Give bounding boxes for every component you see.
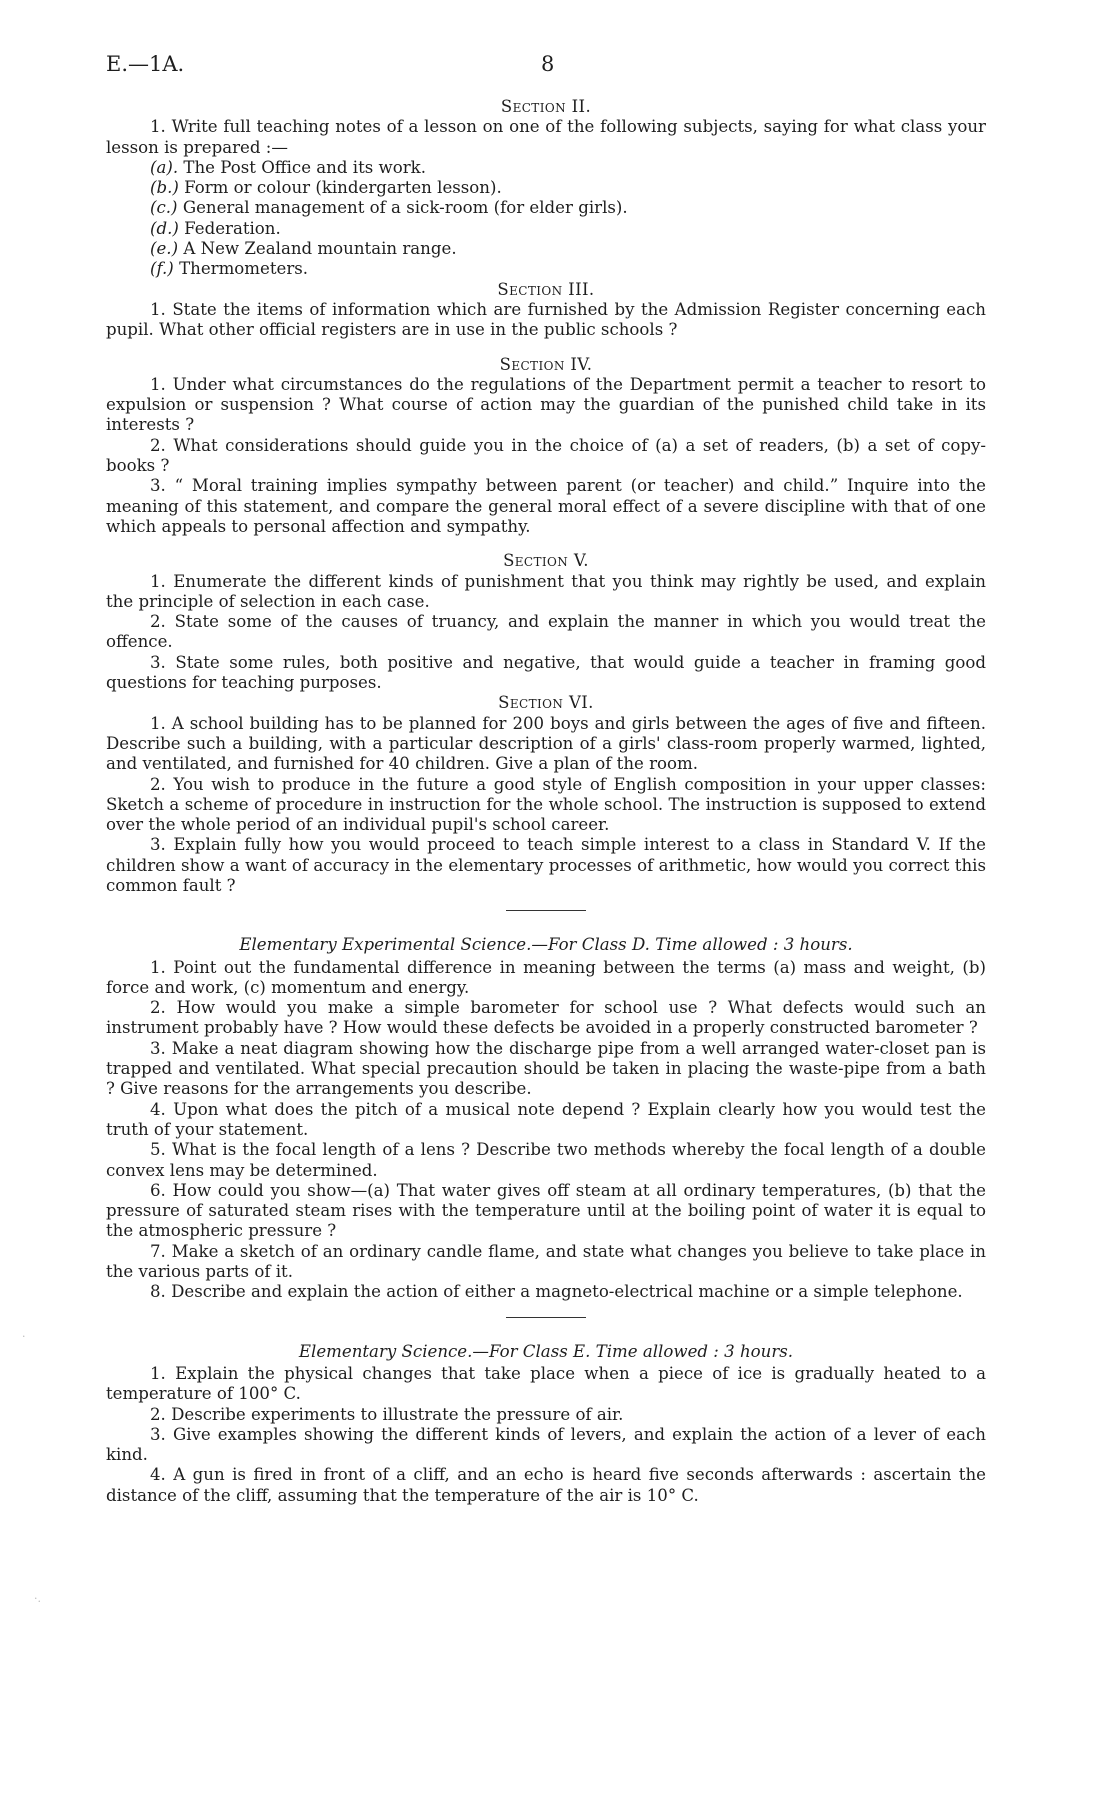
section-iv-heading: Section IV. [499,354,593,374]
section-vi-heading: Section VI. [498,693,594,713]
subject-item [106,259,986,279]
subject-label: (c.) [150,198,178,218]
section-ii-question-1: 1. Write full teaching notes of a lesson on one of the following subjects, saying for what class your lesson is prepared :— [106,117,986,157]
exam-question: 4. A gun is fired in front of a cliff, and an echo is heard five seconds afterwards : ascertain the distance of the cliff, assuming that the temperature of the air is 10° C. [106,1465,986,1505]
section-vi-question-1: 1. A school building has to be planned for 200 boys and girls between the ages of five and fifteen. Describe such a building, with a particular description of a girls' class-room properly warmed, lighted, and ventilated, and furnished for 40 children. Give a plan of the room. [106,713,986,774]
section-ii-heading: Section II. [500,97,592,116]
margin-speck: ·. [34,1592,41,1605]
subject-list [106,158,986,280]
exam-question: 8. Describe and explain the action of either a magneto-electrical machine or a simple telephone. [150,1282,963,1302]
subject-label: (a). [150,157,179,177]
exam-question: 2. How would you make a simple barometer for school use ? What defects would such an instrument probably have ? How would these defects be avoided in a properly constructed barometer ? [106,998,986,1038]
section-v-question-3: 3. State some rules, both positive and negative, that would guide a teacher in framing good questions for teaching purposes. [106,652,986,693]
subject-text: General management of a sick-room (for elder girls). [182,198,628,218]
exam-question: 3. Make a neat diagram showing how the discharge pipe from a well arranged water-closet pan is trapped and ventilated. What special precaution should be taken in placing the waste-pipe from a bath ? Give reasons for the arrangements you describe. [106,1038,986,1099]
margin-speck: · [22,1330,26,1343]
subject-text: A New Zealand mountain range. [183,239,457,259]
elementary-science-questions [106,1364,986,1506]
experimental-science-heading: Elementary Experimental Science.—For Class D. Time allowed : 3 hours. [239,935,853,955]
section-iii-question-1: 1. State the items of information which are furnished by the Admission Register concerning each pupil. What other official registers are in use in the public schools ? [106,299,986,340]
subject-label: (f.) [150,259,174,279]
section-iv-question-2: 2. What considerations should guide you in the choice of (a) a set of readers, (b) a set of copy-books ? [106,435,986,476]
page-content [106,97,986,1506]
exam-question: 6. How could you show—(a) That water gives off steam at all ordinary temperatures, (b) that the pressure of saturated steam rises with the temperature until at the boiling point of water it is equal to the atmospheric pressure ? [106,1180,986,1241]
subject-item [106,178,986,198]
page-number: 8 [541,52,555,76]
subject-item [106,219,986,239]
exam-question: 5. What is the focal length of a lens ? Describe two methods whereby the focal length of a double convex lens may be determined. [106,1140,986,1180]
subject-text: Federation. [184,218,281,238]
section-vi-question-3: 3. Explain fully how you would proceed to teach simple interest to a class in Standard V. If the children show a want of accuracy in the elementary processes of arithmetic, how would you correct this common fault ? [106,835,986,895]
section-v-heading: Section V. [503,551,589,571]
section-divider [506,1317,586,1318]
subject-label: (e.) [150,239,179,259]
subject-text: Thermometers. [179,259,309,279]
section-vi-question-2: 2. You wish to produce in the future a good style of English composition in your upper classes: Sketch a scheme of procedure in instruction for the whole school. The instruction is supposed to extend over the whole period of an individual pupil's school career. [106,774,986,835]
section-divider [506,910,586,911]
exam-question: 2. Describe experiments to illustrate the pressure of air. [150,1404,624,1424]
subject-label: (b.) [150,178,179,198]
exam-question: 4. Upon what does the pitch of a musical note depend ? Explain clearly how you would test the truth of your statement. [106,1099,986,1139]
subject-label: (d.) [150,218,179,238]
document-reference: E.—1A. [106,52,185,76]
subject-text: The Post Office and its work. [183,157,426,177]
subject-item [106,198,986,218]
exam-question: 1. Explain the physical changes that take place when a piece of ice is gradually heated to a temperature of 100° C. [106,1363,986,1404]
section-iv-question-1: 1. Under what circumstances do the regulations of the Department permit a teacher to resort to expulsion or suspension ? What course of action may the guardian of the punished child take in its interests ? [106,374,986,435]
exam-question: 1. Point out the fundamental difference in meaning between the terms (a) mass and weight, (b) force and work, (c) momentum and energy. [106,957,986,997]
exam-question: 3. Give examples showing the different kinds of levers, and explain the action of a lever of each kind. [106,1424,986,1465]
section-iii-heading: Section III. [497,279,595,299]
section-v-question-1: 1. Enumerate the different kinds of punishment that you think may rightly be used, and explain the principle of selection in each case. [106,571,986,611]
subject-text: Form or colour (kindergarten lesson). [184,178,502,198]
elementary-science-heading: Elementary Science.—For Class E. Time allowed : 3 hours. [298,1341,794,1361]
exam-question: 7. Make a sketch of an ordinary candle flame, and state what changes you believe to take place in the various parts of it. [106,1241,986,1282]
experimental-science-questions [106,958,986,1303]
subject-item [106,239,986,259]
section-iv-question-3: 3. “ Moral training implies sympathy between parent (or teacher) and child.” Inquire into the meaning of this statement, and compare the general moral effect of a severe discipline with that of one which appeals to personal affection and sympathy. [106,476,986,536]
section-v-question-2: 2. State some of the causes of truancy, and explain the manner in which you would treat the offence. [106,612,986,652]
subject-item [106,158,986,178]
